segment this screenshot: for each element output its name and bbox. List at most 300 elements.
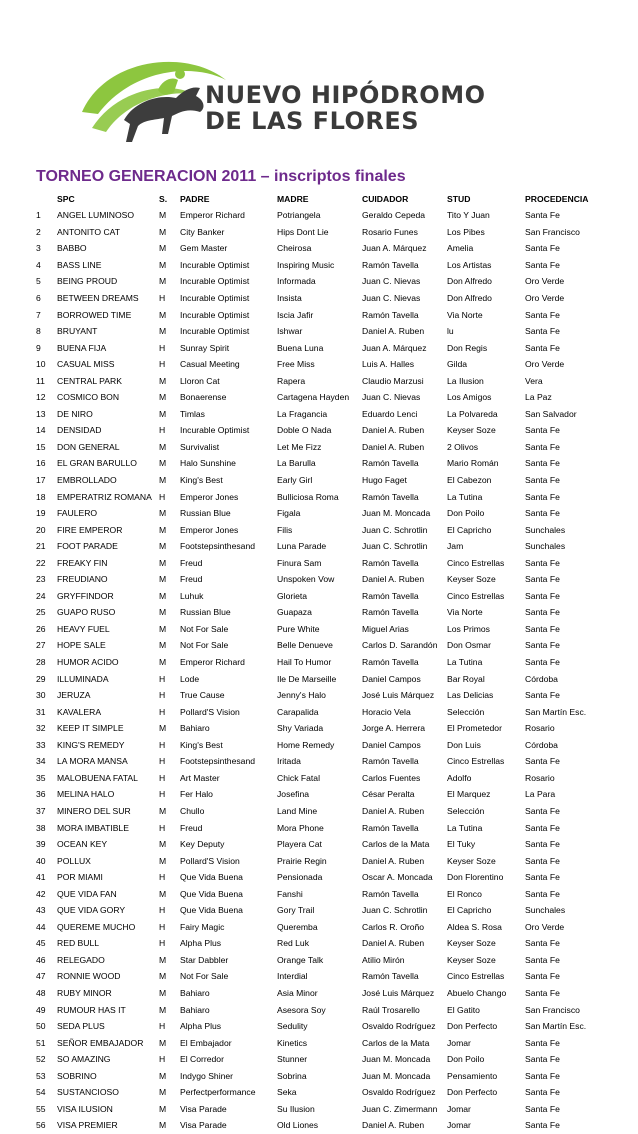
cell-spc: HOPE SALE [57,640,106,651]
cell-stud: Via Norte [447,607,483,618]
table-row [36,422,616,439]
cell-sex: M [159,607,167,618]
cell-procedencia: Rosario [525,772,555,783]
cell-sex: H [159,739,166,750]
cell-madre: Asia Minor [277,987,318,998]
cell-spc: COSMICO BON [57,392,120,403]
table-row [36,488,616,505]
cell-cuidador: Raúl Trosarello [362,1004,420,1015]
cell-sex: M [159,855,167,866]
table-row [36,389,616,406]
cell-cuidador: Juan C. Schrotlin [362,905,428,916]
cell-madre: Figala [277,508,301,519]
cell-padre: Survivalist [180,441,220,452]
cell-number: 10 [36,359,46,370]
table-row [36,372,616,389]
cell-number: 44 [36,921,46,932]
cell-cuidador: Hugo Faget [362,475,407,486]
cell-stud: El Ronco [447,888,482,899]
cell-spc: ILLUMINADA [57,673,109,684]
cell-madre: Carapalida [277,706,319,717]
cell-madre: Buena Luna [277,342,324,353]
cell-padre: Fer Halo [180,789,213,800]
cell-spc: CASUAL MISS [57,359,115,370]
cell-padre: Not For Sale [180,640,229,651]
cell-sex: M [159,723,167,734]
cell-cuidador: Osvaldo Rodríguez [362,1021,436,1032]
cell-stud: El Cabezon [447,475,492,486]
cell-padre: Perfectperformance [180,1087,256,1098]
cell-stud: El Tuky [447,839,476,850]
cell-sex: H [159,293,166,303]
cell-procedencia: Santa Fe [525,623,560,634]
cell-procedencia: Santa Fe [525,574,560,585]
cell-stud: Don Poilo [447,508,485,519]
cell-spc: BRUYANT [57,326,98,337]
header-sex: S. [159,193,168,204]
cell-stud: Los Artistas [447,259,492,270]
cell-stud: El Capricho [447,905,492,916]
cell-stud: Cinco Estrellas [447,590,505,601]
table-row [36,521,616,538]
cell-number: 50 [36,1021,46,1032]
header-stud: STUD [447,193,471,204]
cell-padre: Key Deputy [180,839,225,850]
cell-cuidador: Carlos de la Mata [362,839,430,850]
cell-stud: Cinco Estrellas [447,557,505,568]
cell-sex: H [159,1021,166,1032]
table-row [36,588,616,605]
cell-procedencia: La Paz [525,392,552,403]
cell-procedencia: Santa Fe [525,342,560,353]
cell-procedencia: Santa Fe [525,607,560,618]
cell-spc: HUMOR ACIDO [57,657,119,668]
cell-stud: Los Amigos [447,392,492,403]
cell-cuidador: Luis A. Halles [362,359,415,370]
cell-spc: POLLUX [57,855,91,866]
table-row [36,1084,616,1101]
cell-stud: La Ilusion [447,375,484,386]
cell-padre: Casual Meeting [180,359,240,370]
cell-stud: Cinco Estrellas [447,971,505,982]
cell-padre: Incurable Optimist [180,293,250,303]
cell-stud: Los Pibes [447,226,485,237]
cell-procedencia: Santa Fe [525,987,560,998]
cell-number: 47 [36,971,46,982]
cell-procedencia: Santa Fe [525,839,560,850]
cell-spc: POR MIAMI [57,872,103,883]
cell-procedencia: Oro Verde [525,276,565,287]
cell-padre: Freud [180,822,203,833]
table-row [36,1018,616,1035]
cell-number: 53 [36,1070,46,1081]
cell-stud: El Gatito [447,1004,480,1015]
cell-stud: Keyser Soze [447,425,496,436]
table-row [36,472,616,489]
cell-sex: H [159,1054,166,1065]
cell-spc: BEING PROUD [57,276,118,287]
cell-padre: Footstepsinthesand [180,541,256,552]
table-row [36,455,616,472]
cell-cuidador: Daniel A. Ruben [362,938,425,949]
cell-procedencia: Santa Fe [525,1103,560,1114]
table-row [36,687,616,704]
cell-cuidador: Juan M. Moncada [362,1054,431,1065]
cell-sex: M [159,623,167,634]
cell-number: 54 [36,1087,46,1098]
cell-spc: BORROWED TIME [57,309,132,320]
cell-sex: M [159,375,167,386]
cell-sex: M [159,574,167,585]
table-row [36,885,616,902]
cell-procedencia: Santa Fe [525,441,560,452]
cell-stud: Jam [447,541,464,552]
cell-madre: Home Remedy [277,739,335,750]
cell-cuidador: Daniel A. Ruben [362,805,425,816]
cell-spc: QUEREME MUCHO [57,921,136,932]
table-row [36,919,616,936]
cell-spc: SEDA PLUS [57,1021,105,1032]
cell-spc: DON GENERAL [57,441,120,452]
cell-sex: M [159,210,167,221]
cell-padre: Incurable Optimist [180,326,250,337]
cell-spc: QUE VIDA FAN [57,888,117,899]
cell-procedencia: Santa Fe [525,491,560,502]
cell-sex: M [159,259,167,270]
cell-spc: ANTONITO CAT [57,226,121,237]
cell-procedencia: Santa Fe [525,822,560,833]
cell-padre: Not For Sale [180,623,229,634]
cell-padre: Luhuk [180,590,204,601]
cell-number: 32 [36,723,46,734]
cell-sex: M [159,309,167,320]
cell-procedencia: Santa Fe [525,458,560,469]
cell-sex: M [159,326,167,337]
table-row [36,952,616,969]
cell-padre: Alpha Plus [180,1021,222,1032]
cell-stud: Mario Román [447,458,499,469]
cell-sex: M [159,805,167,816]
cell-stud: Don Poilo [447,1054,485,1065]
cell-spc: BETWEEN DREAMS [57,293,139,303]
cell-spc: FREAKY FIN [57,557,108,568]
cell-sex: M [159,392,167,403]
cell-cuidador: Osvaldo Rodríguez [362,1087,436,1098]
table-row [36,935,616,952]
cell-procedencia: Sunchales [525,905,566,916]
cell-procedencia: San Francisco [525,1004,580,1015]
cell-spc: EL GRAN BARULLO [57,458,137,469]
cell-sex: H [159,921,166,932]
cell-sex: M [159,226,167,237]
cell-sex: H [159,690,166,701]
cell-cuidador: Miguel Arias [362,623,409,634]
cell-cuidador: Rosario Funes [362,226,418,237]
cell-procedencia: Santa Fe [525,508,560,519]
cell-sex: H [159,491,166,502]
cell-cuidador: José Luis Márquez [362,987,435,998]
cell-stud: Don Florentino [447,872,504,883]
cell-padre: Pollard'S Vision [180,706,240,717]
cell-sex: M [159,657,167,668]
cell-procedencia: Oro Verde [525,921,565,932]
table-row [36,836,616,853]
cell-cuidador: Atilio Mirón [362,954,405,965]
cell-sex: M [159,1087,167,1098]
cell-number: 38 [36,822,46,833]
cell-number: 2 [36,226,41,237]
cell-spc: QUE VIDA GORY [57,905,126,916]
cell-spc: RELEGADO [57,954,105,965]
cell-spc: RUBY MINOR [57,987,112,998]
cell-spc: FREUDIANO [57,574,108,585]
cell-cuidador: Ramón Tavella [362,590,419,601]
cell-padre: Gem Master [180,243,228,254]
cell-cuidador: Carlos Fuentes [362,772,421,783]
table-row [36,356,616,373]
cell-padre: El Corredor [180,1054,224,1065]
cell-padre: Incurable Optimist [180,259,250,270]
cell-procedencia: Santa Fe [525,872,560,883]
cell-madre: Unspoken Vow [277,574,335,585]
cell-procedencia: Santa Fe [525,1120,560,1131]
cell-procedencia: Oro Verde [525,359,565,370]
cell-procedencia: Santa Fe [525,590,560,601]
cell-number: 45 [36,938,46,949]
cell-padre: City Banker [180,226,225,237]
cell-madre: Su Ilusion [277,1103,315,1114]
cell-padre: King's Best [180,739,223,750]
table-row [36,869,616,886]
table-row [36,240,616,257]
cell-sex: M [159,475,167,486]
cell-padre: Que Vida Buena [180,905,243,916]
table-row [36,753,616,770]
table-row [36,571,616,588]
table-row [36,852,616,869]
cell-stud: Keyser Soze [447,954,496,965]
cell-number: 37 [36,805,46,816]
cell-padre: Que Vida Buena [180,888,243,899]
cell-stud: El Capricho [447,524,492,535]
cell-procedencia: Santa Fe [525,888,560,899]
cell-madre: Ile De Marseille [277,673,337,684]
cell-madre: Mora Phone [277,822,324,833]
table-row [36,207,616,224]
table-row [36,703,616,720]
cell-sex: H [159,342,166,353]
cell-stud: Cinco Estrellas [447,756,505,767]
cell-sex: M [159,408,167,419]
cell-madre: Interdial [277,971,308,982]
cell-procedencia: Santa Fe [525,756,560,767]
cell-number: 55 [36,1103,46,1114]
cell-cuidador: Daniel A. Ruben [362,855,425,866]
table-row [36,819,616,836]
cell-cuidador: Ramón Tavella [362,657,419,668]
cell-madre: Rapera [277,375,306,386]
cell-procedencia: Santa Fe [525,640,560,651]
cell-madre: Sobrina [277,1070,307,1081]
cell-procedencia: Santa Fe [525,954,560,965]
table-row [36,505,616,522]
cell-cuidador: Claudio Marzusi [362,375,424,386]
cell-spc: SO AMAZING [57,1054,111,1065]
cell-madre: Belle Denueve [277,640,333,651]
table-row [36,1101,616,1118]
table-row [36,720,616,737]
table-row [36,273,616,290]
cell-madre: Stunner [277,1054,308,1065]
cell-cuidador: Geraldo Cepeda [362,210,426,221]
cell-stud: Don Regis [447,342,488,353]
cell-padre: Sunray Spirit [180,342,230,353]
cell-stud: Tito Y Juan [447,210,490,221]
cell-stud: Las Delicias [447,690,494,701]
cell-procedencia: Córdoba [525,673,558,684]
cell-sex: M [159,1004,167,1015]
cell-spc: KING'S REMEDY [57,739,125,750]
cell-number: 31 [36,706,46,717]
cell-padre: Pollard'S Vision [180,855,240,866]
cell-stud: La Polvareda [447,408,498,419]
cell-spc: BUENA FIJA [57,342,107,353]
cell-stud: Gilda [447,359,468,370]
cell-number: 12 [36,392,46,403]
cell-number: 28 [36,657,46,668]
header-padre: PADRE [180,193,210,204]
cell-spc: RONNIE WOOD [57,971,121,982]
cell-number: 3 [36,243,41,254]
cell-stud: lu [447,326,454,337]
cell-number: 33 [36,739,46,750]
cell-cuidador: Carlos de la Mata [362,1037,430,1048]
table-row [36,1117,616,1134]
cell-spc: SUSTANCIOSO [57,1087,119,1098]
cell-madre: Informada [277,276,316,287]
cell-madre: Land Mine [277,805,318,816]
cell-number: 51 [36,1037,46,1048]
cell-number: 40 [36,855,46,866]
cell-spc: HEAVY FUEL [57,623,110,634]
cell-procedencia: Santa Fe [525,309,560,320]
cell-procedencia: Santa Fe [525,1054,560,1065]
cell-number: 17 [36,475,46,486]
table-row [36,654,616,671]
cell-sex: M [159,1070,167,1081]
cell-spc: BABBO [57,243,87,254]
cell-stud: Don Perfecto [447,1087,498,1098]
cell-cuidador: Ramón Tavella [362,971,419,982]
cell-spc: FOOT PARADE [57,541,118,552]
cell-sex: M [159,524,167,535]
cell-padre: Timlas [180,408,205,419]
table-row [36,406,616,423]
cell-number: 24 [36,590,46,601]
cell-procedencia: Santa Fe [525,1087,560,1098]
cell-madre: Fanshi [277,888,303,899]
cell-sex: H [159,756,166,767]
cell-padre: Not For Sale [180,971,229,982]
cell-padre: Alpha Plus [180,938,222,949]
cell-stud: Bar Royal [447,673,485,684]
table-row [36,224,616,241]
cell-madre: Insista [277,293,302,303]
cell-procedencia: Córdoba [525,739,558,750]
cell-number: 9 [36,342,41,353]
cell-cuidador: Ramón Tavella [362,756,419,767]
logo-line-2: DE LAS FLORES [205,107,420,135]
cell-spc: BASS LINE [57,259,102,270]
cell-cuidador: Ramón Tavella [362,259,419,270]
cell-cuidador: Daniel A. Ruben [362,574,425,585]
cell-spc: CENTRAL PARK [57,375,122,386]
cell-number: 46 [36,954,46,965]
cell-sex: M [159,888,167,899]
cell-madre: Ishwar [277,326,303,337]
cell-cuidador: José Luis Márquez [362,690,435,701]
cell-procedencia: Santa Fe [525,326,560,337]
cell-padre: Star Dabbler [180,954,229,965]
cell-cuidador: Carlos D. Sarandón [362,640,438,651]
cell-stud: El Prometedor [447,723,502,734]
cell-madre: La Fragancia [277,408,328,419]
cell-spc: EMPERATRIZ ROMANA [57,491,152,502]
cell-spc: ANGEL LUMINOSO [57,210,135,221]
cell-madre: Prairie Regin [277,855,327,866]
cell-procedencia: La Para [525,789,556,800]
cell-spc: MALOBUENA FATAL [57,772,138,783]
cell-stud: Selección [447,706,485,717]
cell-stud: Jomar [447,1037,471,1048]
cell-spc: DE NIRO [57,408,93,419]
cell-procedencia: Santa Fe [525,475,560,486]
cell-sex: H [159,673,166,684]
cell-padre: Chullo [180,805,205,816]
cell-number: 14 [36,425,46,436]
cell-cuidador: Daniel Campos [362,739,421,750]
cell-sex: H [159,706,166,717]
cell-cuidador: Juan C. Zimermann [362,1103,438,1114]
cell-sex: M [159,590,167,601]
cell-number: 29 [36,673,46,684]
cell-number: 21 [36,541,46,552]
cell-madre: Orange Talk [277,954,324,965]
cell-stud: El Marquez [447,789,491,800]
cell-number: 39 [36,839,46,850]
cell-sex: M [159,243,167,254]
cell-spc: LA MORA MANSA [57,756,128,767]
cell-stud: Los Primos [447,623,490,634]
cell-madre: Iritada [277,756,301,767]
cell-sex: M [159,557,167,568]
cell-stud: Via Norte [447,309,483,320]
cell-number: 5 [36,276,41,287]
table-row [36,538,616,555]
cell-spc: MINERO DEL SUR [57,805,131,816]
header-procedencia: PROCEDENCIA [525,193,589,204]
cell-stud: La Tutina [447,657,483,668]
cell-madre: Guapaza [277,607,312,618]
header-spc: SPC [57,193,75,204]
cell-madre: Inspiring Music [277,259,335,270]
table-row [36,257,616,274]
cell-cuidador: Daniel Campos [362,673,421,684]
cell-stud: Pensamiento [447,1070,498,1081]
cell-sex: H [159,938,166,949]
cell-stud: 2 Olivos [447,441,479,452]
cell-cuidador: Juan M. Moncada [362,508,431,519]
